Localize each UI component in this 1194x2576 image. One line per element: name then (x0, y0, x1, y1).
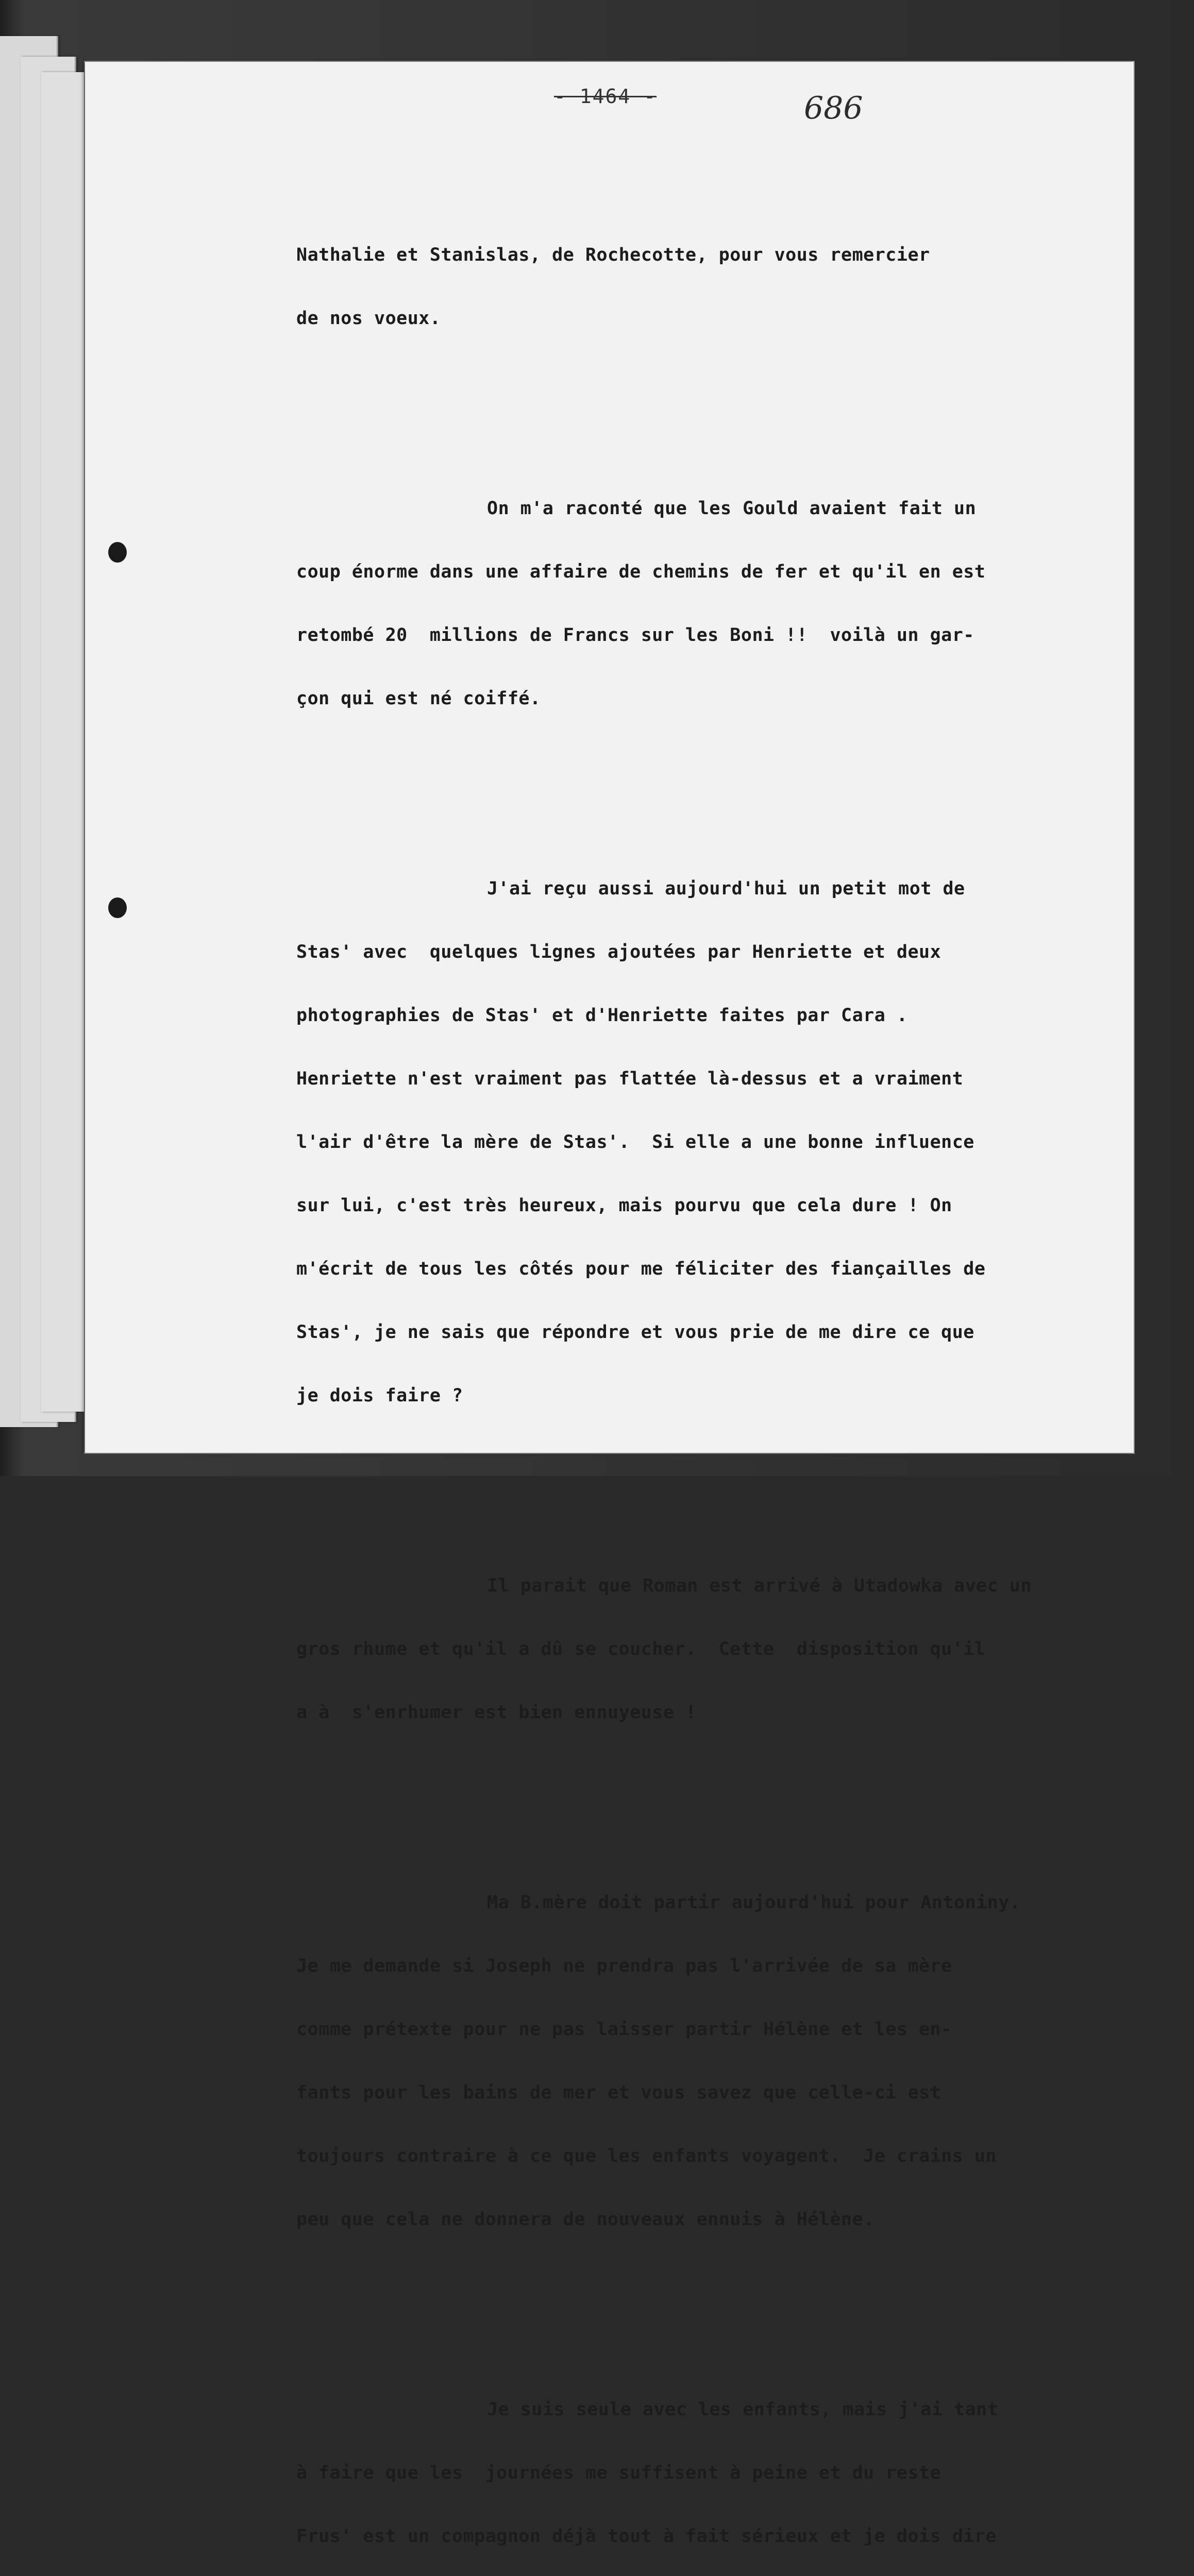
text-line: Il parait que Roman est arrivé à Utadowka avec un (487, 1575, 1032, 1596)
paragraph (296, 456, 1121, 752)
punch-hole (108, 897, 127, 918)
text-line: sur lui, c'est très heureux, mais pourvu que cela dure ! On (296, 1195, 952, 1216)
text-line: photographies de Stas' et d'Henriette faites par Cara . (296, 1005, 908, 1026)
letter-body (296, 139, 1121, 2576)
text-line: retombé 20 millions de Francs sur les Boni !! voilà un gar- (296, 625, 974, 646)
punch-hole (108, 542, 127, 563)
text-line: peu que cela ne donnera de nouveaux ennuis à Hélène. (296, 2209, 875, 2230)
struck-page-number: - 1464 - (554, 85, 657, 108)
paragraph (296, 836, 1121, 1449)
text-line: coup énorme dans une affaire de chemins de fer et qu'il en est (296, 562, 986, 582)
text-line: Ma B.mère doit partir aujourd'hui pour Antoniny. (487, 1892, 1021, 1913)
text-line: m'écrit de tous les côtés pour me féliciter des fiançailles de (296, 1259, 986, 1279)
handwritten-folio-number: 686 (804, 90, 863, 126)
paragraph (296, 1850, 1121, 2273)
stacked-page-edge (41, 72, 92, 1412)
paragraph (296, 202, 1121, 371)
text-line: a à s'enrhumer est bien ennuyeuse ! (296, 1702, 697, 1723)
text-line: Nathalie et Stanislas, de Rochecotte, pour vous remercier (296, 245, 930, 265)
text-line: je dois faire ? (296, 1385, 463, 1406)
text-line: J'ai reçu aussi aujourd'hui un petit mot de (487, 878, 965, 899)
text-line: On m'a raconté que les Gould avaient fait un (487, 498, 977, 519)
text-line: çon qui est né coiffé. (296, 688, 541, 709)
text-line: de nos voeux. (296, 308, 441, 329)
text-line: Je suis seule avec les enfants, mais j'ai tant (487, 2399, 999, 2420)
text-line: Stas', je ne sais que répondre et vous prie de me dire ce que (296, 1322, 974, 1343)
paragraph (296, 1533, 1121, 1766)
text-line: Frus' est un compagnon déjà tout à fait sérieux et je dois dire (296, 2526, 997, 2547)
text-line: fants pour les bains de mer et vous savez que celle-ci est (296, 2082, 941, 2103)
text-line: l'air d'être la mère de Stas'. Si elle a une bonne influence (296, 1132, 974, 1153)
paragraph (296, 2357, 1121, 2576)
text-line: Henriette n'est vraiment pas flattée là-dessus et a vraiment (296, 1069, 964, 1089)
text-line: Stas' avec quelques lignes ajoutées par Henriette et deux (296, 942, 941, 962)
text-line: à faire que les journées me suffisent à peine et du reste (296, 2463, 941, 2483)
text-line: toujours contraire à ce que les enfants voyagent. Je crains un (296, 2146, 997, 2166)
text-line: comme prétexte pour ne pas laisser partir Hélène et les en- (296, 2019, 952, 2040)
text-line: gros rhume et qu'il a dû se coucher. Cette disposition qu'il (296, 1639, 986, 1659)
text-line: Je me demande si Joseph ne prendra pas l'arrivée de sa mère (296, 1956, 952, 1976)
